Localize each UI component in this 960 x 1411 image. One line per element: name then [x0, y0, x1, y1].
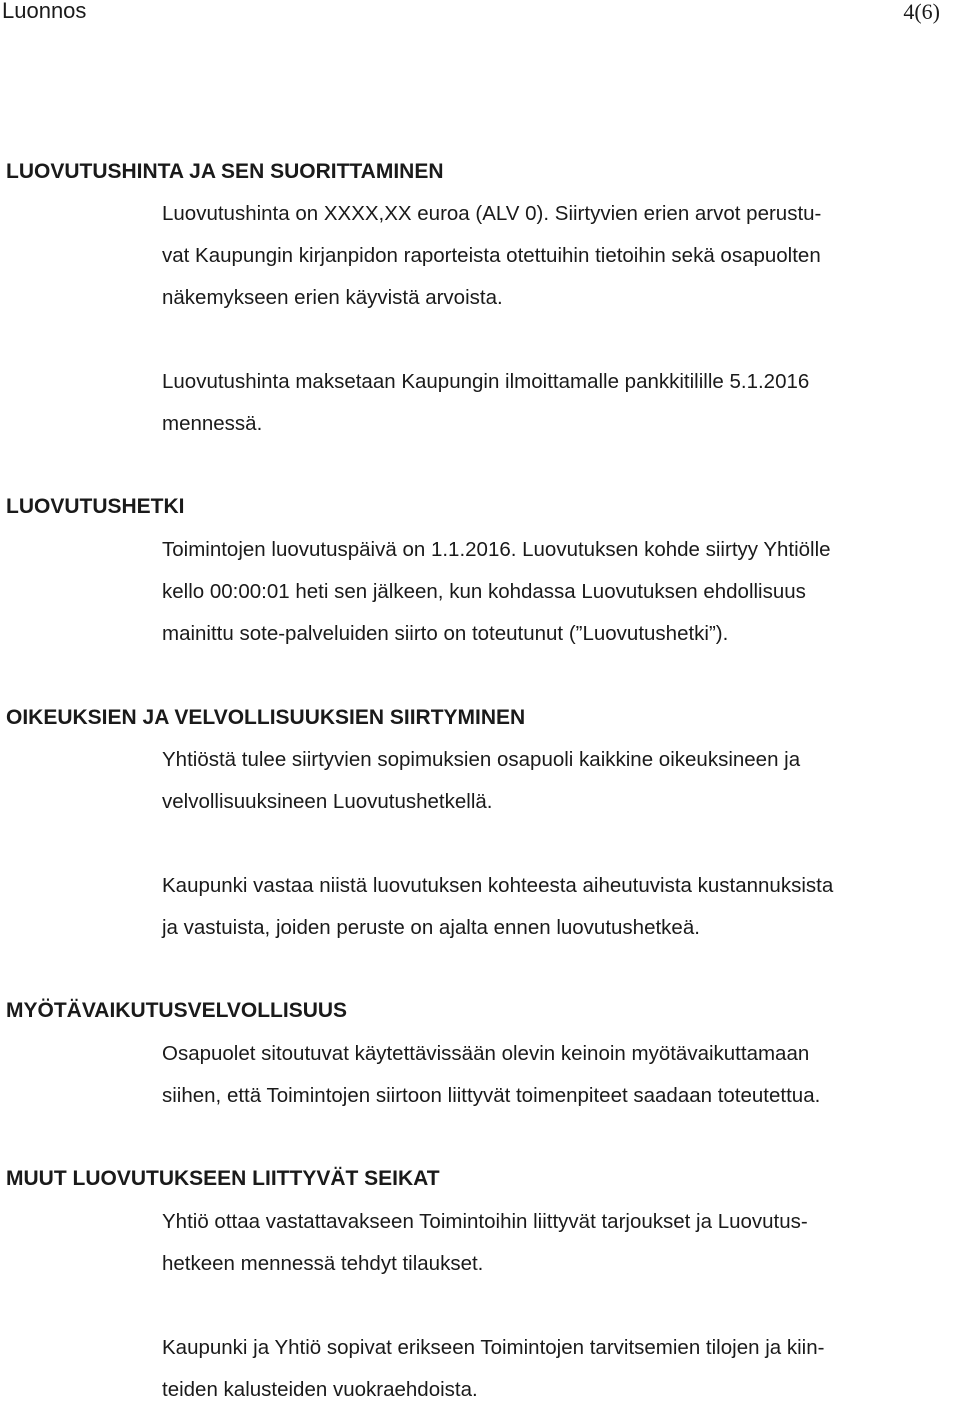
paragraph-line: velvollisuuksineen Luovutushetkellä. — [162, 790, 493, 813]
section-heading-oikeuksien-siirtyminen: OIKEUKSIEN JA VELVOLLISUUKSIEN SIIRTYMINEN — [6, 706, 526, 729]
paragraph-line: mennessä. — [162, 412, 263, 435]
paragraph — [162, 865, 957, 949]
paragraph-line: kello 00:00:01 heti sen jälkeen, kun kohdassa Luovutuksen ehdollisuus — [162, 580, 806, 603]
paragraph — [162, 193, 957, 319]
page-number: 4(6) — [903, 0, 940, 24]
paragraph-line: Kaupunki ja Yhtiö sopivat erikseen Toimintojen tarvitsemien tilojen ja kiin- — [162, 1336, 825, 1359]
paragraph-line: Luovutushinta maksetaan Kaupungin ilmoittamalle pankkitilille 5.1.2016 — [162, 370, 810, 393]
document-status-label: Luonnos — [2, 0, 87, 23]
paragraph-line: Luovutushinta on XXXX,XX euroa (ALV 0). Siirtyvien erien arvot perustu- — [162, 202, 822, 225]
paragraph — [162, 361, 957, 445]
paragraph-line: hetkeen mennessä tehdyt tilaukset. — [162, 1252, 484, 1275]
paragraph — [162, 739, 957, 823]
paragraph-line: siihen, että Toimintojen siirtoon liittyvät toimenpiteet saadaan toteutettua. — [162, 1084, 821, 1107]
section-heading-myotavaikutusvelvollisuus: MYÖTÄVAIKUTUSVELVOLLISUUS — [6, 999, 348, 1022]
section-heading-luovutushetki: LUOVUTUSHETKI — [6, 495, 185, 518]
paragraph — [162, 1033, 957, 1117]
paragraph-line: teiden kalusteiden vuokraehdoista. — [162, 1378, 478, 1401]
paragraph-line: Yhtiö ottaa vastattavakseen Toimintoihin liittyvät tarjoukset ja Luovutus- — [162, 1210, 808, 1233]
paragraph-line: Toimintojen luovutuspäivä on 1.1.2016. Luovutuksen kohde siirtyy Yhtiölle — [162, 538, 831, 561]
paragraph-line: näkemykseen erien käyvistä arvoista. — [162, 286, 503, 309]
paragraph — [162, 1201, 957, 1285]
paragraph-line: Kaupunki vastaa niistä luovutuksen kohteesta aiheutuvista kustannuksista — [162, 874, 834, 897]
paragraph-line: mainittu sote-palveluiden siirto on toteutunut (”Luovutushetki”). — [162, 622, 729, 645]
paragraph — [162, 529, 957, 655]
paragraph-line: vat Kaupungin kirjanpidon raporteista otettuihin tietoihin sekä osapuolten — [162, 244, 821, 267]
paragraph-line: ja vastuista, joiden peruste on ajalta ennen luovutushetkeä. — [162, 916, 700, 939]
paragraph-line: Yhtiöstä tulee siirtyvien sopimuksien osapuoli kaikkine oikeuksineen ja — [162, 748, 801, 771]
section-heading-luovutushinta: LUOVUTUSHINTA JA SEN SUORITTAMINEN — [6, 160, 444, 183]
section-heading-muut-seikat: MUUT LUOVUTUKSEEN LIITTYVÄT SEIKAT — [6, 1167, 440, 1190]
paragraph-line: Osapuolet sitoutuvat käytettävissään olevin keinoin myötävaikuttamaan — [162, 1042, 810, 1065]
page-header — [0, 0, 960, 30]
paragraph — [162, 1327, 957, 1411]
